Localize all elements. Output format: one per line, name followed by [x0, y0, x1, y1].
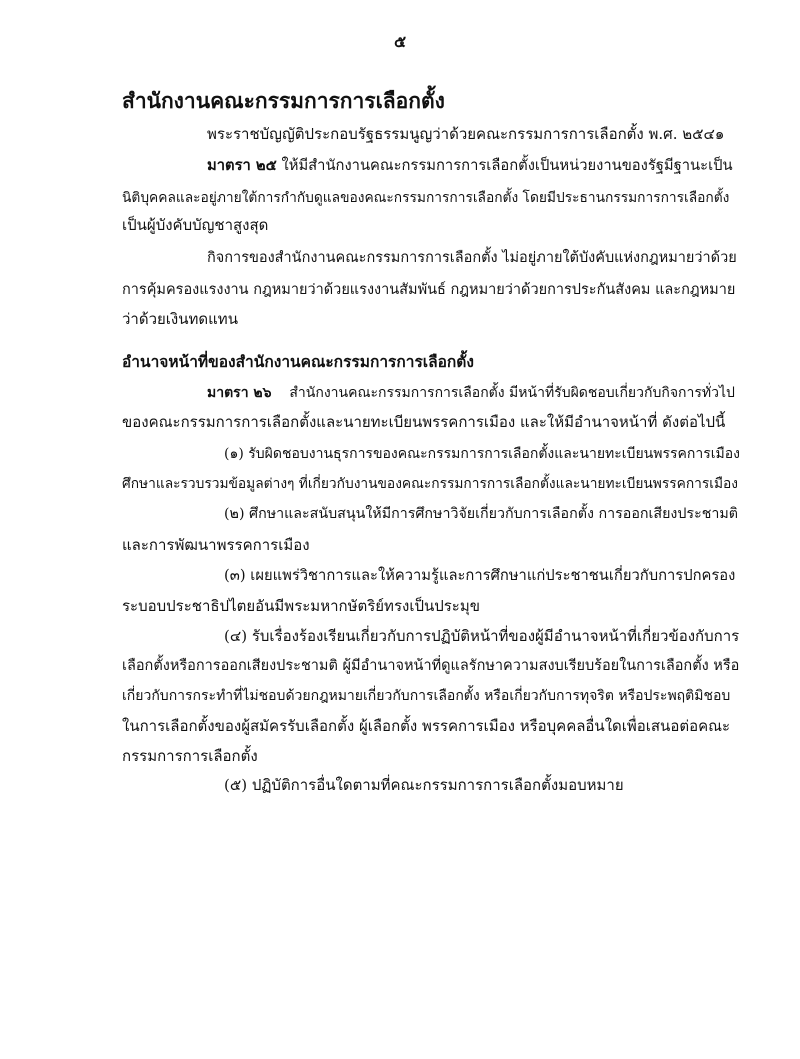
section25-line1 — [207, 156, 733, 176]
item4-line1: (๔) รับเรื่องร้องเรียนเกี่ยวกับการปฏิบัติหน้าที่ของผู้มีอำนาจหน้าที่เกี่ยวข้องกับการ — [224, 627, 740, 645]
duties-subheading: อำนาจหน้าที่ของสำนักงานคณะกรรมการการเลือกตั้ง — [122, 352, 474, 371]
section25-text: ให้มีสำนักงานคณะกรรมการการเลือกตั้งเป็นหน่วยงานของรัฐมีฐานะเป็น — [281, 157, 733, 174]
item3-line1: (๓) เผยแพร่วิชาการและให้ความรู้และการศึกษาแก่ประชาชนเกี่ยวกับการปกครอง — [224, 567, 736, 584]
item4-line4: ในการเลือกตั้งของผู้สมัครรับเลือกตั้ง ผู้เลือกตั้ง พรรคการเมือง หรือบุคคลอื่นใดเพื่อเสนอต่อคณะ — [122, 717, 731, 735]
section25-line3: เป็นผู้บังคับบัญชาสูงสุด — [122, 216, 269, 234]
section26-line1 — [207, 383, 735, 403]
para2-line1: กิจการของสำนักงานคณะกรรมการการเลือกตั้ง ไม่อยู่ภายใต้บังคับแห่งกฎหมายว่าด้วย — [207, 250, 737, 266]
item4-line2: เลือกตั้งหรือการออกเสียงประชามติ ผู้มีอำนาจหน้าที่ดูแลรักษาความสงบเรียบร้อยในการเลือกตั้ง หรือ — [122, 658, 740, 674]
item2-line2: และการพัฒนาพรรคการเมือง — [122, 536, 310, 554]
page-number: ๕ — [393, 32, 407, 51]
item4-line3: เกี่ยวกับการกระทำที่ไม่ชอบด้วยกฎหมายเกี่ยวกับการเลือกตั้ง หรือเกี่ยวกับการทุจริต หรือประพฤติมิชอบ — [122, 688, 731, 704]
para2-line2: การคุ้มครองแรงงาน กฎหมายว่าด้วยแรงงานสัมพันธ์ กฎหมายว่าด้วยการประกันสังคม และกฎหมาย — [122, 282, 736, 298]
item5-line1: (๕) ปฏิบัติการอื่นใดตามที่คณะกรรมการการเลือกตั้งมอบหมาย — [224, 776, 624, 794]
section26-text: สำนักงานคณะกรรมการการเลือกตั้ง มีหน้าที่รับผิดชอบเกี่ยวกับกิจการทั่วไป — [289, 385, 735, 401]
section26-line2: ของคณะกรรมการการเลือกตั้งและนายทะเบียนพรรคการเมือง และให้มีอำนาจหน้าที่ ดังต่อไปนี้ — [122, 413, 726, 431]
section26-label: มาตรา ๒๖ — [207, 385, 272, 401]
item3-line2: ระบอบประชาธิปไตยอันมีพระมหากษัตริย์ทรงเป็นประมุข — [122, 597, 481, 615]
item1-line2: ศึกษาและรวบรวมข้อมูลต่างๆ ที่เกี่ยวกับงานของคณะกรรมการการเลือกตั้งและนายทะเบียนพรรคการเมือง — [122, 476, 739, 492]
para2-line3: ว่าด้วยเงินทดแทน — [122, 310, 238, 328]
item1-line1: (๑) รับผิดชอบงานธุรการของคณะกรรมการการเลือกตั้งและนายทะเบียนพรรคการเมือง — [224, 446, 740, 462]
item2-line1: (๒) ศึกษาและสนับสนุนให้มีการศึกษาวิจัยเกี่ยวกับการเลือกตั้ง การออกเสียงประชามติ — [224, 506, 739, 522]
section25-label: มาตรา ๒๕ — [207, 157, 277, 174]
section25-line2: นิติบุคคลและอยู่ภายใต้การกำกับดูแลของคณะกรรมการการเลือกตั้ง โดยมีประธานกรรมการการเลือกตั้ง — [122, 190, 730, 206]
page-heading: สำนักงานคณะกรรมการการเลือกตั้ง — [122, 88, 445, 113]
act-title: พระราชบัญญัติประกอบรัฐธรรมนูญว่าด้วยคณะกรรมการการเลือกตั้ง พ.ศ. ๒๕๔๑ — [207, 125, 725, 143]
item4-line5: กรรมการการเลือกตั้ง — [122, 747, 258, 765]
